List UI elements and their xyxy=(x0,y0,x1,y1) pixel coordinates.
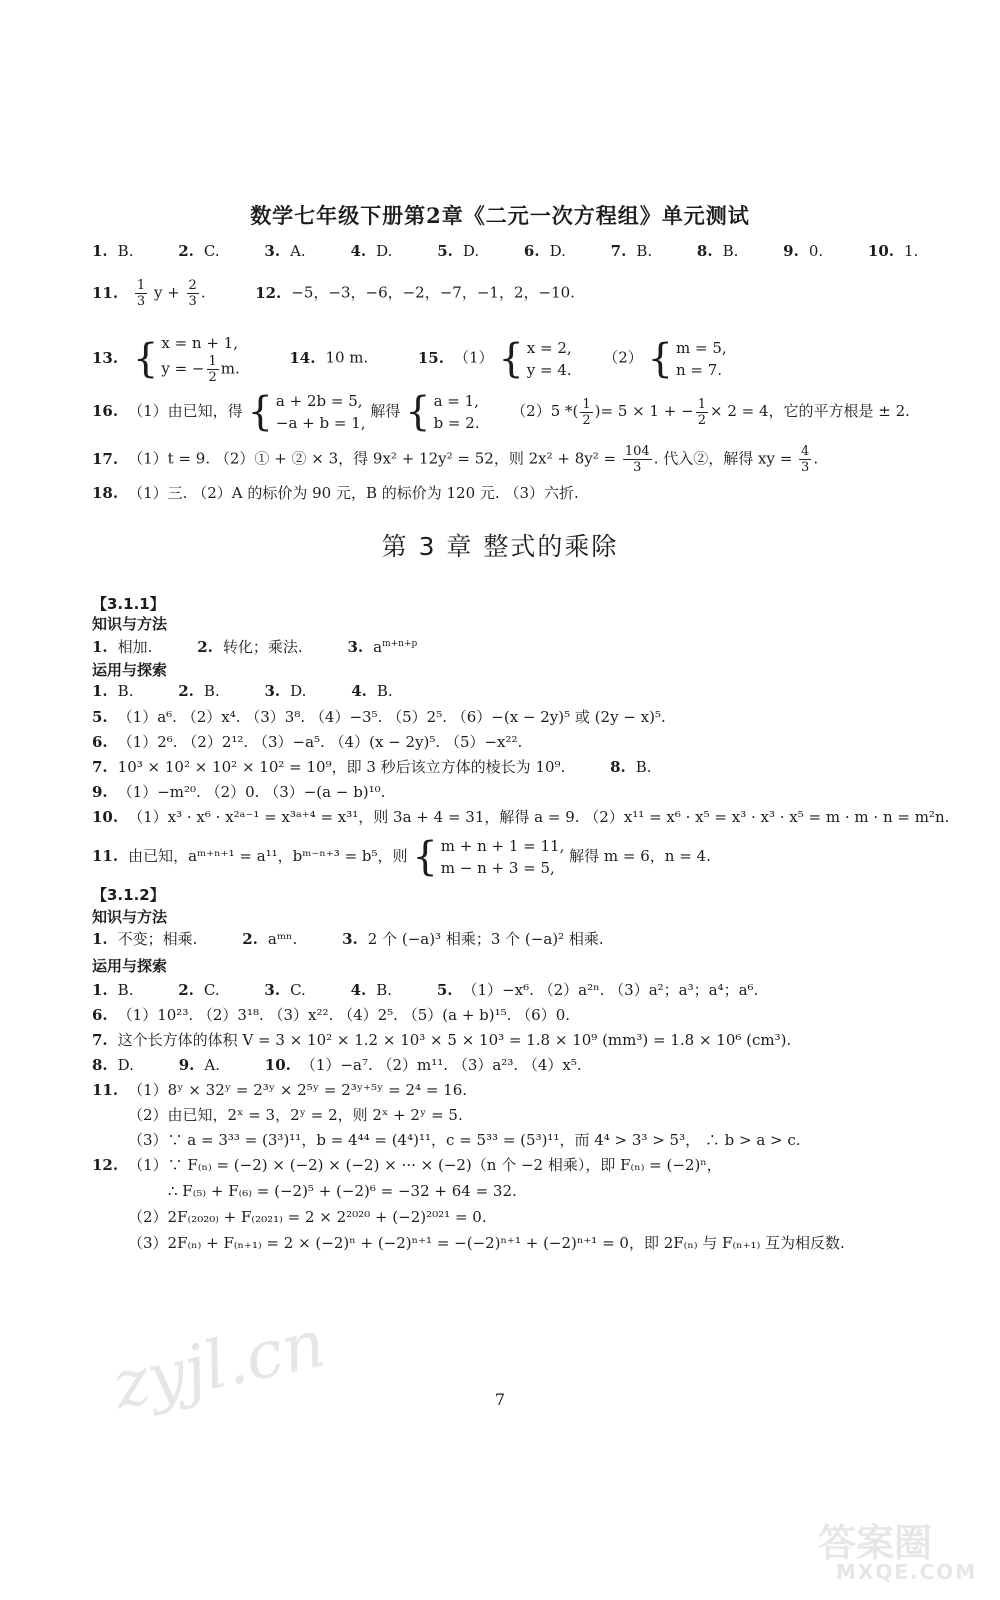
subhead-knowledge: 知识与方法 xyxy=(92,615,168,633)
equation-system: { m + n + 1 = 11, m − n + 3 = 5, xyxy=(412,834,565,880)
page-number: 7 xyxy=(494,1390,506,1409)
practice-11-2a: 11. （1）8ʸ × 32ʸ = 2³ʸ × 2⁵ʸ = 2³ʸ⁺⁵ʸ = 2⁴ = 16. xyxy=(92,1081,468,1099)
equation-system: { a + 2b = 5, −a + b = 1, xyxy=(247,389,366,435)
practice-row-1: 1. B. 2. B. 3. D. 4. B. xyxy=(92,682,393,700)
watermark-logo-2: 答案圈 xyxy=(818,1521,933,1565)
chapter-title: 第 3 章 整式的乘除 xyxy=(381,532,619,561)
practice-11-2c: （3）∵ a = 3³³ = (3³)¹¹，b = 4⁴⁴ = (4⁴)¹¹，c = 5³³ = (5³)¹¹，而 4⁴ > 3³ > 5³， ∴ b > a > c. xyxy=(128,1131,801,1149)
practice-8-10: 8. D. 9. A. 10. （1）−a⁷. （2）m¹¹. （3）a²³. （4）x⁵. xyxy=(92,1056,582,1074)
equation-system: { m = 5, n = 7. xyxy=(647,335,727,382)
section-head-3-1-1: 【3.1.1】 xyxy=(92,595,165,613)
practice-9: 9. （1）−m²⁰. （2）0. （3）−(a − b)¹⁰. xyxy=(92,783,386,801)
subhead-knowledge: 知识与方法 xyxy=(92,908,168,926)
practice-7-2: 7. 这个长方体的体积 V = 3 × 10² × 1.2 × 10³ × 5 × 10³ = 1.8 × 10⁹ (mm³) = 1.8 × 10⁶ (cm³). xyxy=(92,1031,792,1049)
practice-5: 5. （1）a⁶. （2）x⁴. （3）3⁸. （4）−3⁵. （5）2⁵. （6）−(x − 2y)⁵ 或 (2y − x)⁵. xyxy=(92,708,666,726)
fraction: $\frac{1}{3}$ xyxy=(136,278,146,309)
practice-6-2: 6. （1）10²³. （2）3¹⁸. （3）x²². （4）2⁵. （5）(a + b)¹⁵. （6）0. xyxy=(92,1006,571,1024)
answer-16: 16. （1）由已知，得 { a + 2b = 5, −a + b = 1, 解得 { a = 1, b = 2. （2）5 *( $\frac{1}{2}$ )= 5 × 1 + − $\frac{1}{2}$ × 2 = 4，它的平方根是 ± 2. xyxy=(92,389,910,435)
fraction: $\frac{2}{3}$ xyxy=(188,278,197,309)
section-head-3-1-2: 【3.1.2】 xyxy=(92,886,165,904)
practice-12b: ∴ F₍₅₎ + F₍₆₎ = (−2)⁵ + (−2)⁶ = −32 + 64 = 32. xyxy=(168,1182,517,1200)
answers-11-12: 11. $\frac{1}{3}$ y + $\frac{2}{3}$ . 12. −5，−3，−6，−2，−7，−1，2，−10. xyxy=(92,278,575,309)
equation-system: { x = n + 1, y = − $\frac{1}{2}$ m. xyxy=(132,334,240,385)
knowledge-answers: 1. 相加. 2. 转化；乘法. 3. $a^{m+n+p}$ xyxy=(92,638,418,656)
practice-11-2b: （2）由已知，2ˣ = 3，2ʸ = 2，则 2ˣ + 2ʸ = 5. xyxy=(128,1106,463,1124)
practice-12d: （3）2F₍ₙ₎ + F₍ₙ₊₁₎ = 2 × (−2)ⁿ + (−2)ⁿ⁺¹ = −(−2)ⁿ⁺¹ + (−2)ⁿ⁺¹ = 0，即 2F₍ₙ₎ 与 F₍ₙ₊₁₎ 互为相反数. xyxy=(128,1234,845,1252)
answers-13-15: 13. { x = n + 1, y = − $\frac{1}{2}$ m. 14. 10 m. 15. （1） { x = 2, y = 4. （2） { m = 5, n = 7. xyxy=(92,334,727,385)
subhead-practice: 运用与探索 xyxy=(92,957,168,975)
practice-6: 6. （1）2⁶. （2）2¹². （3）−a⁵. （4）(x − 2y)⁵. （5）−x²². xyxy=(92,733,523,751)
equation-system: { x = 2, y = 4. xyxy=(498,335,572,382)
answer-18: 18. （1）三. （2）A 的标价为 90 元，B 的标价为 120 元. （3）六折. xyxy=(92,484,579,502)
watermark-url: MXQE.COM xyxy=(836,1560,978,1584)
section-title: 数学七年级下册第2章《二元一次方程组》单元测试 xyxy=(250,203,750,228)
answer-17: 17. （1）t = 9. （2）① + ② × 3，得 9x² + 12y² = 52，则 2x² + 8y² = $\frac{104}{3}$ . 代入②，解得 xy = $\frac{4}{3}$ . xyxy=(92,444,819,475)
subhead-practice: 运用与探索 xyxy=(92,661,168,679)
knowledge-answers-2: 1. 不变；相乘. 2. aᵐⁿ. 3. 2 个 (−a)³ 相乘；3 个 (−a)² 相乘. xyxy=(92,930,604,948)
equation-system: { a = 1, b = 2. xyxy=(405,389,480,435)
answers-row-1: 1. B. 2. C. 3. A. 4. D. 5. D. 6. D. 7. B. 8. B. 9. 0. 10. 1. xyxy=(92,242,919,260)
practice-11: 11. 由已知，aᵐ⁺ⁿ⁺¹ = a¹¹，bᵐ⁻ⁿ⁺³ = b⁵，则 { m + n + 1 = 11, m − n + 3 = 5, 解得 m = 6，n = 4. xyxy=(92,834,711,880)
practice-10: 10. （1）x³ · x⁶ · x²ᵃ⁻¹ = x³ᵃ⁺⁴ = x³¹，则 3a + 4 = 31，解得 a = 9. （2）x¹¹ = x⁶ · x⁵ = x³ · x³ · x⁵ = m · m · n = m²n. xyxy=(92,808,950,826)
watermark-logo: zyjl.cn xyxy=(106,1304,332,1425)
practice-12a: 12. （1）∵ F₍ₙ₎ = (−2) × (−2) × (−2) × ··· × (−2)（n 个 −2 相乘），即 F₍ₙ₎ = (−2)ⁿ， xyxy=(92,1156,722,1174)
practice-7-8: 7. 10³ × 10² × 10² × 10² = 10⁹，即 3 秒后该立方体的棱长为 10⁹. 8. B. xyxy=(92,758,652,776)
practice-row-1-2: 1. B. 2. C. 3. C. 4. B. 5. （1）−x⁶. （2）a²ⁿ. （3）a²；a³；a⁴；a⁶. xyxy=(92,981,759,999)
practice-12c: （2）2F₍₂₀₂₀₎ + F₍₂₀₂₁₎ = 2 × 2²⁰²⁰ + (−2)²⁰²¹ = 0. xyxy=(128,1208,487,1226)
